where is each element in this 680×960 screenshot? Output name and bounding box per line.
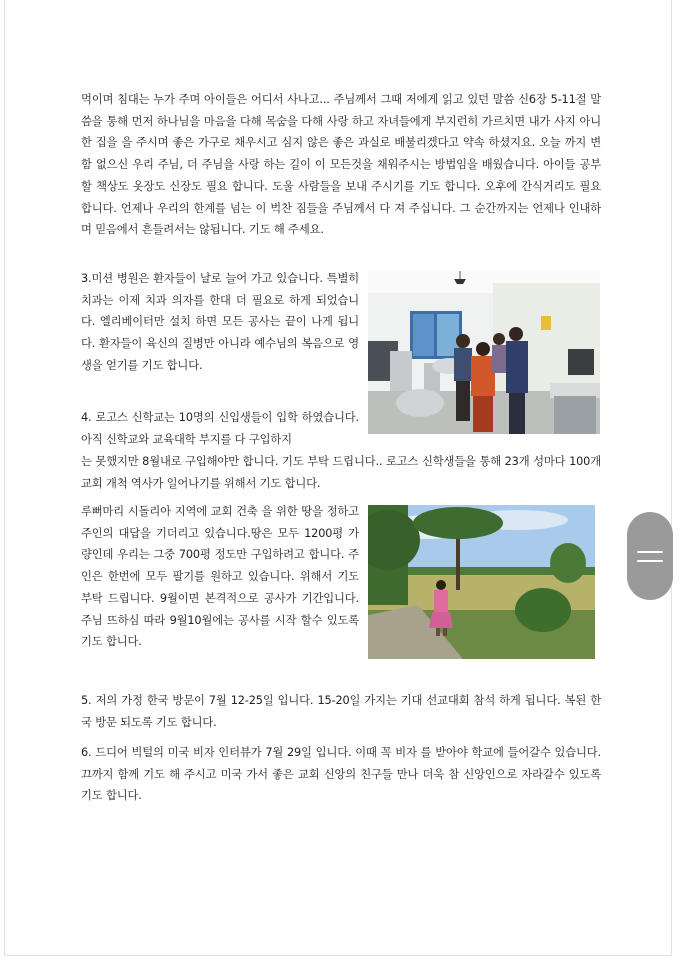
paragraph-logos-seminary-part1: 4. 로고스 신학교는 10명의 신입생들이 입학 하였습니다. 아직 신학교와 교육대학 부지를 다 구입하지 bbox=[81, 411, 359, 446]
clinic-photo-image bbox=[368, 271, 600, 434]
paragraph-church-land: 루뻐마리 시돌리아 지역에 교회 건축 을 위한 땅을 정하고 주인의 대답을 기더리고 있습니다.땅은 모두 1200평 가량인데 우리는 그중 700평 정도만 구입하려고 합니다. 주인은 한번에 모두 팔기를 원하고 있습니다. 위해서 기도 부탁 드립니다. 9월이면 본격적으로 공사가 기간입니다. 주님 뜨하심 따라 9월10월에는 공사를 시작 할수 있도록 기도 합니다. bbox=[81, 505, 359, 649]
field-photo bbox=[368, 505, 595, 659]
paragraph-visa-interview: 6. 드디어 빅털의 미국 비자 인터뷰가 7월 29일 입니다. 이때 꼭 비자 를 받아야 학교에 들어갈수 있습니다. 끄까지 함께 기도 해 주시고 미국 가서 좋은 교회 신앙의 친구들 만나 더욱 참 신앙인으로 자라갈수 있도록 기도 합니다. bbox=[81, 746, 601, 803]
scroll-handle[interactable] bbox=[627, 512, 673, 600]
paragraph-korea-visit: 5. 저의 가정 한국 방문이 7월 12-25일 입니다. 15-20일 가지는 기대 선교대회 참석 하게 됩니다. 복된 한국 방문 되도록 기도 합니다. bbox=[81, 694, 601, 729]
clinic-photo bbox=[368, 271, 600, 434]
paragraph-mission-hospital: 3.미션 병원은 환자들이 날로 늘어 가고 있습니다. 특별히 치과는 이제 치과 의자를 한대 더 필요로 하게 되었습니다. 엘리베이터만 설치 하면 모든 공사는 끝이 나게 됩니다. 환자들이 육신의 질병만 아니라 예수님의 복음으로 영생을 얻기를 기도 합니다. bbox=[81, 272, 359, 372]
paragraph-logos-seminary-part2: 는 못했지만 8월내로 구입해야만 합니다. 기도 부탁 드립니다.. 로고스 신학생들을 통해 23개 성마다 100개 교회 개척 역사가 일어나기를 위해서 기도 합니다. bbox=[81, 455, 601, 490]
paragraph-intro: 먹이며 침대는 누가 주며 아이들은 어디서 사나고... 주님께서 그때 저에게 읽고 있던 말씀 신6장 5-11절 말씀을 통해 먼저 하나님을 마음을 다해 목숨을 다해 사랑 하고 자녀들에게 부지런히 가르치면 내가 사지 아니한 집을 을 주시며 좋은 가구로 채우시고 심지 않은 좋은 과실로 배불리겠다고 약속 하셨지요. 오늘 까지 변함 없으신 우리 주님, 더 주님을 사랑 하는 길이 이 모든것을 채워주시는 방법임을 배웠습니다. 아이들 공부할 책상도 옷장도 신장도 필요 합니다. 도울 사람들을 보내 주시기를 기도 합니다. 오후에 간식거리도 필요 합니다. 언제나 우리의 한계를 넘는 이 벅찬 짐들을 주님께서 다 져 주십니다. 그 순간까지는 언제나 인내하며 믿음에서 흔들려서는 않됩니다. 기도 해 주세요. bbox=[81, 93, 601, 237]
field-photo-image bbox=[368, 505, 595, 659]
